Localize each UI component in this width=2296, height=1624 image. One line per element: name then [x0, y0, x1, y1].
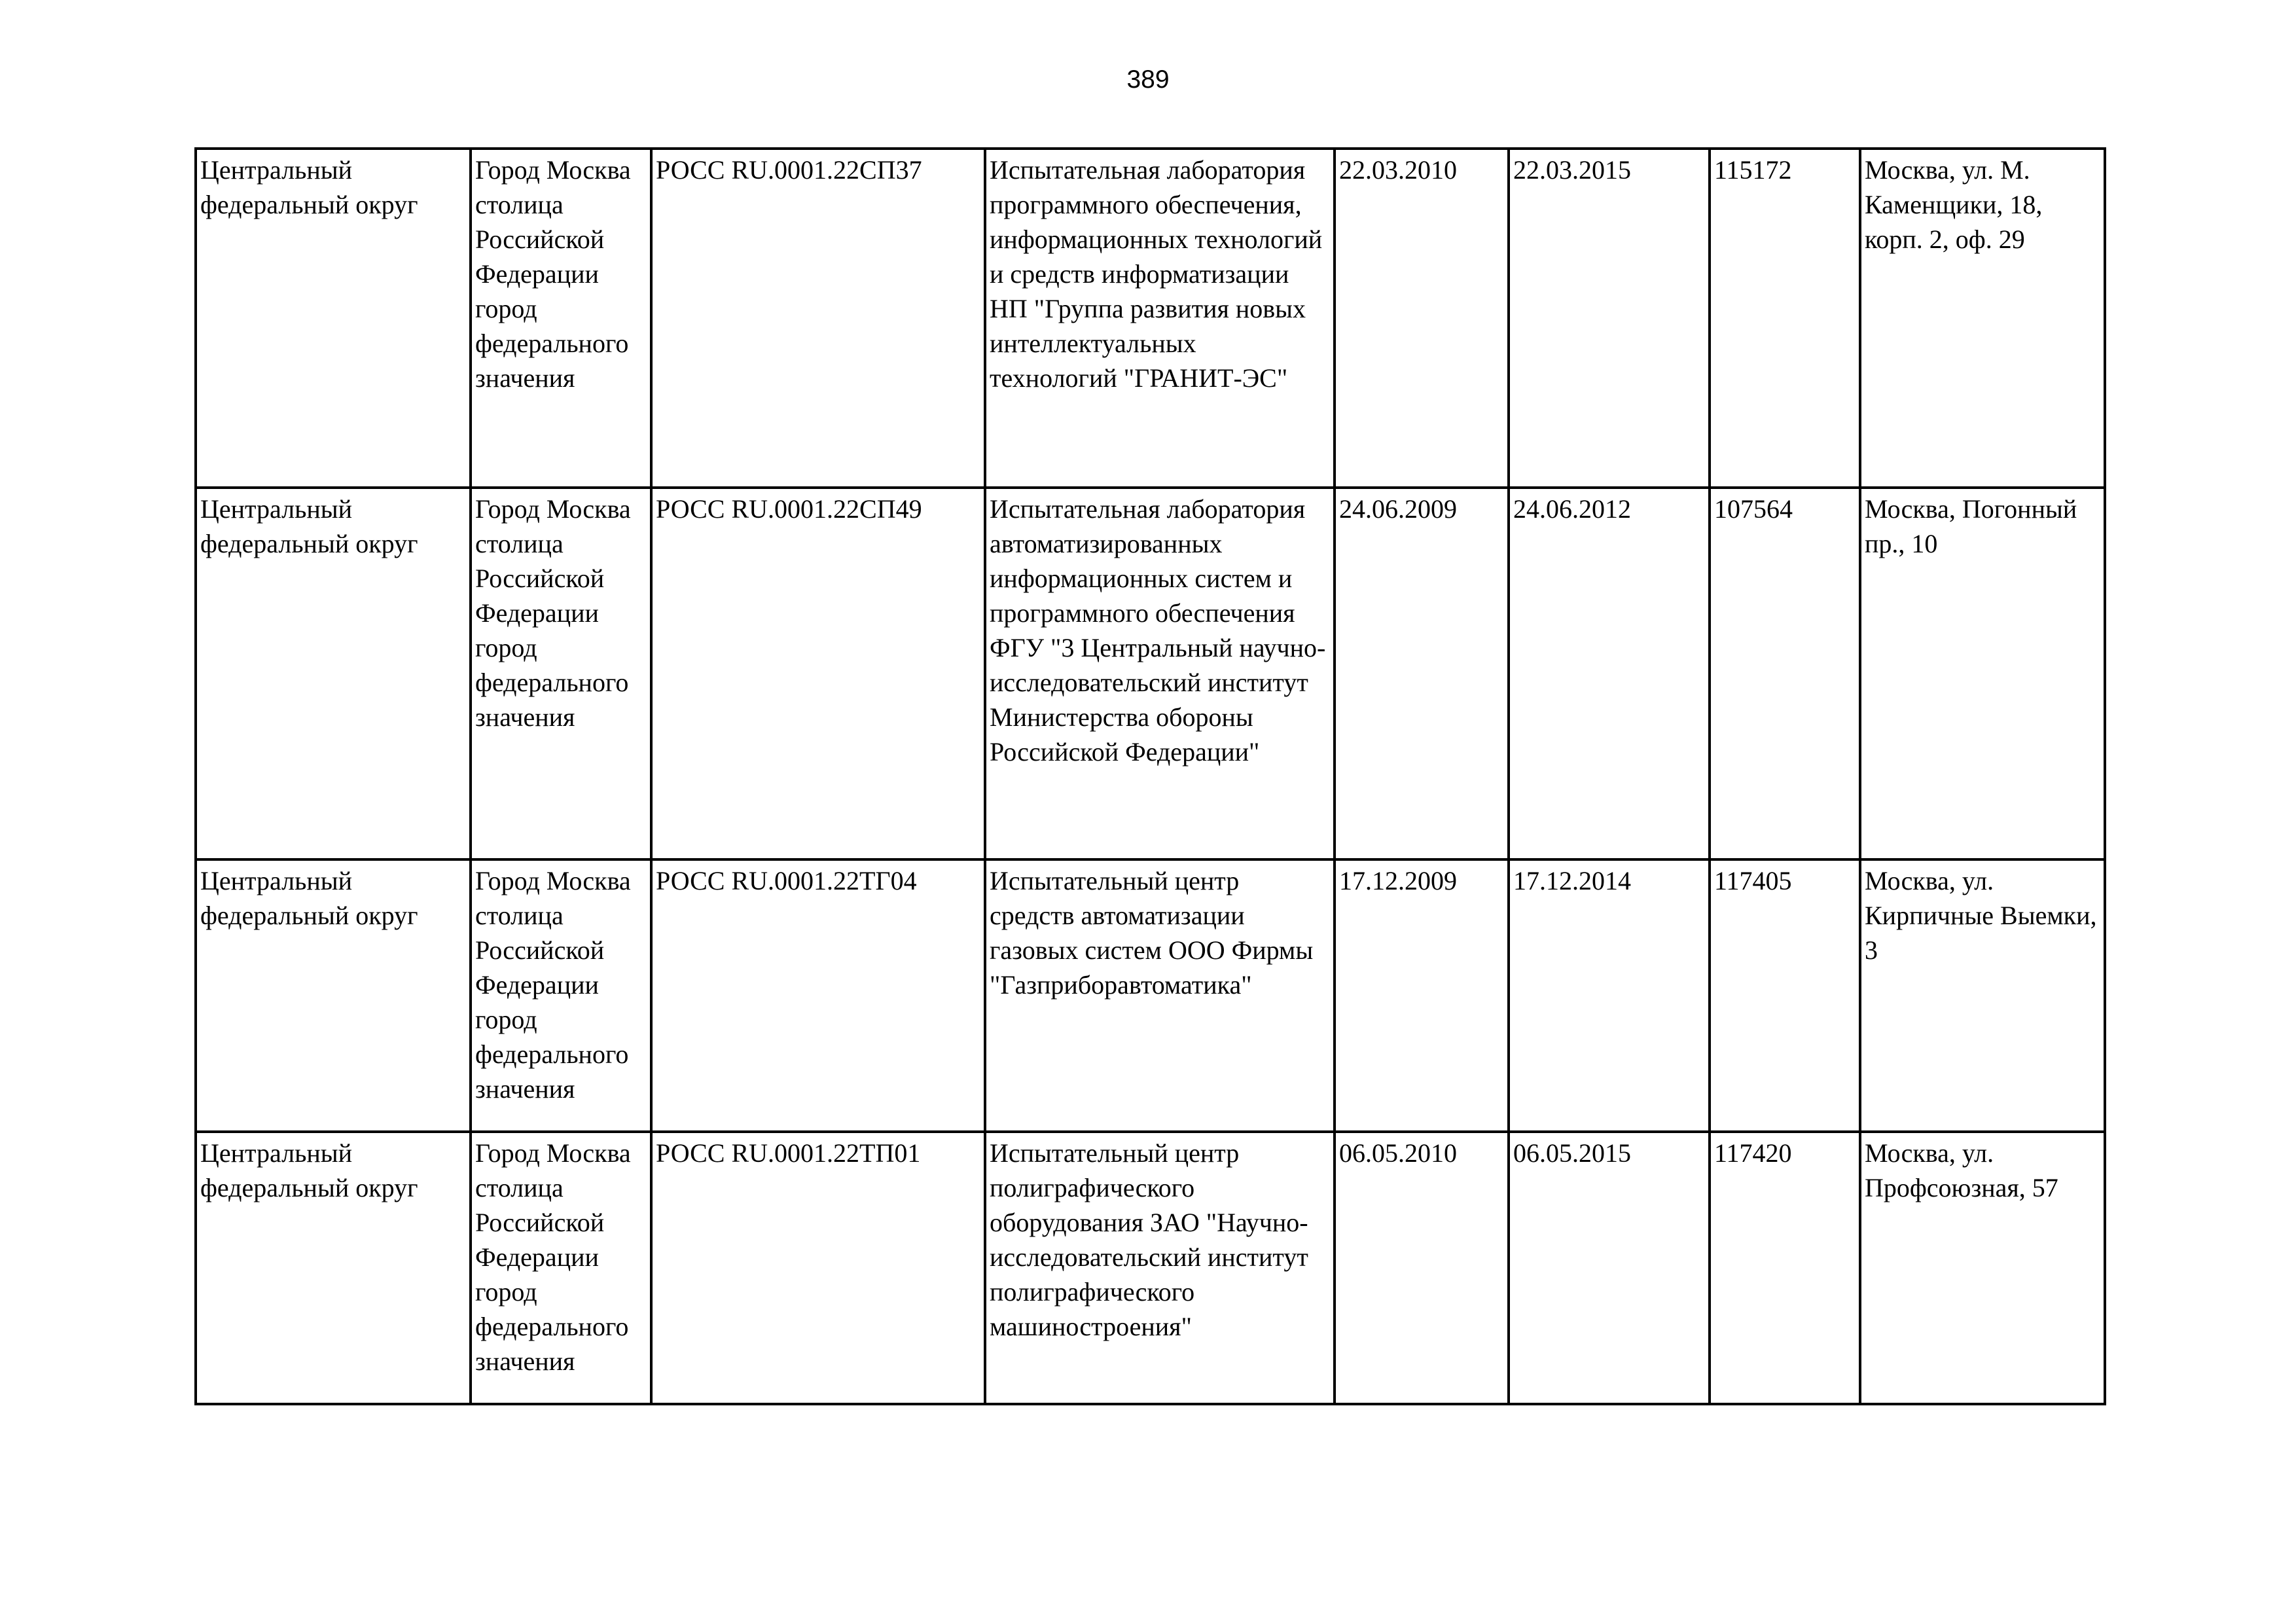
postcode-cell: 107564 [1710, 488, 1860, 859]
laboratory-cell: Испытательная лаборатория программного обеспечения, информационных технологий и средств информатизации НП "Группа развития новых интеллектуальных технологий "ГРАНИТ-ЭС" [985, 149, 1335, 488]
table-row [196, 149, 2105, 488]
district-cell: Центральный федеральный округ [196, 149, 471, 488]
laboratory-cell: Испытательная лаборатория автоматизированных информационных систем и программного обеспечения ФГУ "3 Центральный научно-исследовательский институт Министерства обороны Российской Федерации" [985, 488, 1335, 859]
certificate-cell: РОСС RU.0001.22СП49 [651, 488, 985, 859]
certificate-cell: РОСС RU.0001.22ТП01 [651, 1132, 985, 1404]
date-from-cell: 17.12.2009 [1335, 859, 1509, 1132]
date-to-cell: 24.06.2012 [1509, 488, 1710, 859]
date-from-cell: 24.06.2009 [1335, 488, 1509, 859]
region-cell: Город Москва столица Российской Федерации город федерального значения [471, 1132, 651, 1404]
address-cell: Москва, Погонный пр., 10 [1860, 488, 2105, 859]
region-cell: Город Москва столица Российской Федерации город федерального значения [471, 859, 651, 1132]
region-cell: Город Москва столица Российской Федерации город федерального значения [471, 488, 651, 859]
address-cell: Москва, ул. Профсоюзная, 57 [1860, 1132, 2105, 1404]
certificate-cell: РОСС RU.0001.22СП37 [651, 149, 985, 488]
table-row [196, 1132, 2105, 1404]
table-row [196, 859, 2105, 1132]
region-cell: Город Москва столица Российской Федерации город федерального значения [471, 149, 651, 488]
postcode-cell: 117405 [1710, 859, 1860, 1132]
laboratory-cell: Испытательный центр полиграфического оборудования ЗАО "Научно-исследовательский институт полиграфического машиностроения" [985, 1132, 1335, 1404]
date-to-cell: 22.03.2015 [1509, 149, 1710, 488]
address-cell: Москва, ул. М. Каменщики, 18, корп. 2, оф. 29 [1860, 149, 2105, 488]
district-cell: Центральный федеральный округ [196, 1132, 471, 1404]
postcode-cell: 117420 [1710, 1132, 1860, 1404]
date-from-cell: 22.03.2010 [1335, 149, 1509, 488]
table-row [196, 488, 2105, 859]
date-from-cell: 06.05.2010 [1335, 1132, 1509, 1404]
postcode-cell: 115172 [1710, 149, 1860, 488]
certificate-cell: РОСС RU.0001.22ТГ04 [651, 859, 985, 1132]
page-number: 389 [1126, 65, 1170, 94]
date-to-cell: 06.05.2015 [1509, 1132, 1710, 1404]
district-cell: Центральный федеральный округ [196, 488, 471, 859]
address-cell: Москва, ул. Кирпичные Выемки, 3 [1860, 859, 2105, 1132]
laboratory-cell: Испытательный центр средств автоматизации газовых систем ООО Фирмы "Газприборавтоматика" [985, 859, 1335, 1132]
registry-table [194, 147, 2106, 1405]
district-cell: Центральный федеральный округ [196, 859, 471, 1132]
date-to-cell: 17.12.2014 [1509, 859, 1710, 1132]
